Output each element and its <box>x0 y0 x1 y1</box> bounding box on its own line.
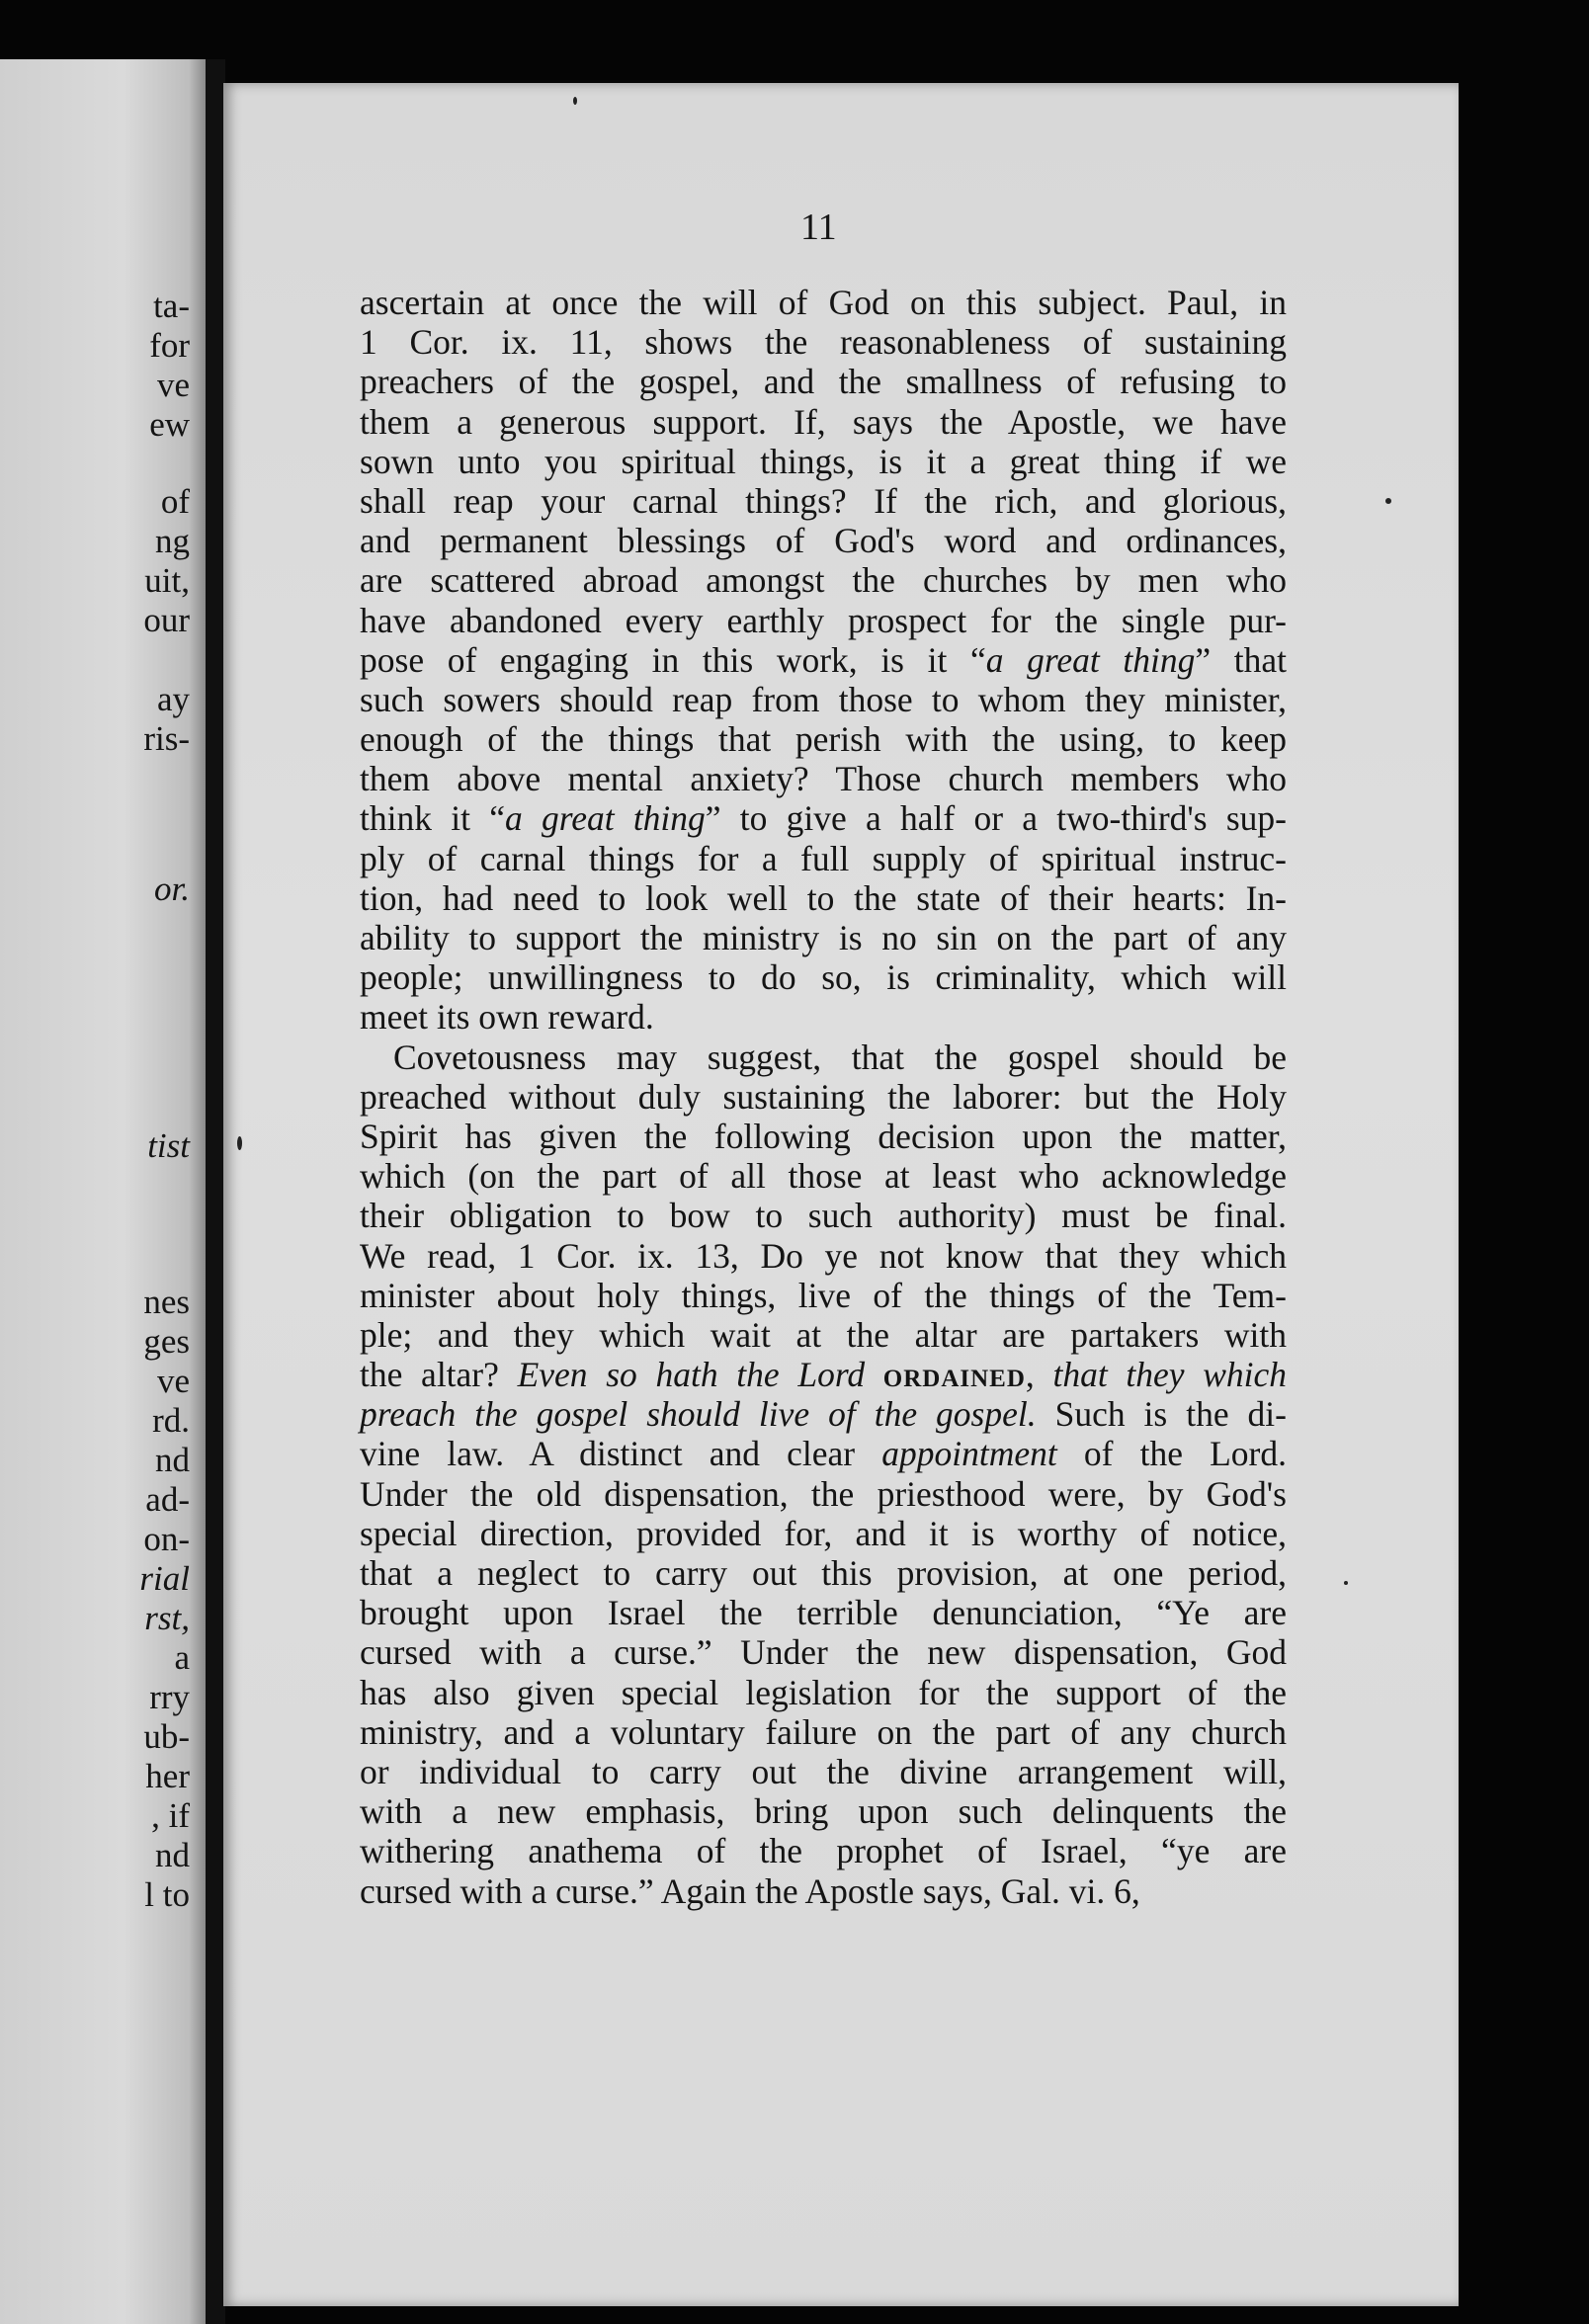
facing-page-line: nd <box>155 1836 190 1874</box>
text-line <box>360 1196 1287 1235</box>
text-run: brought upon Israel the terrible denunciation, “Ye are <box>360 1593 1287 1633</box>
text-line <box>360 759 1287 798</box>
facing-page-fragment <box>0 59 206 2324</box>
text-run: sown unto you spiritual things, is it a great thing if we <box>360 441 1287 481</box>
text-run: ple; and they which wait at the altar are partakers with <box>360 1314 1287 1355</box>
facing-page-line: ew <box>149 405 190 444</box>
italic-text: Even so hath the Lord <box>517 1355 883 1395</box>
facing-page-line: nes <box>143 1283 190 1321</box>
page-number: 11 <box>800 207 837 248</box>
facing-page-line: ve <box>156 366 190 404</box>
text-run: or individual to carry out the divine arrangement will, <box>360 1751 1287 1791</box>
text-run: meet its own reward. <box>360 997 654 1038</box>
scan-speck <box>573 97 577 105</box>
text-line <box>360 1117 1287 1156</box>
text-line <box>360 1236 1287 1276</box>
text-line <box>360 1077 1287 1117</box>
text-run: has also given special legislation for the support of the <box>360 1672 1287 1712</box>
text-run: such sowers should reap from those to whom they minister, <box>360 679 1287 719</box>
text-line <box>360 1276 1287 1315</box>
text-line <box>360 798 1287 838</box>
text-run: that a neglect to carry out this provision, at one period, <box>360 1553 1287 1593</box>
text-line <box>360 1871 1287 1911</box>
text-run: preachers of the gospel, and the smallness of refusing to <box>360 362 1287 402</box>
facing-page-line: rst, <box>144 1599 190 1637</box>
text-line <box>360 1156 1287 1196</box>
text-run: which (on the part of all those at least who acknowledge <box>360 1156 1287 1197</box>
text-run: Covetousness may suggest, that the gospel should be <box>393 1037 1287 1077</box>
text-run: of the Lord. <box>1056 1434 1288 1474</box>
text-line <box>360 839 1287 878</box>
facing-page-line: ay <box>156 680 190 718</box>
text-line <box>360 957 1287 997</box>
facing-page-line: ges <box>143 1322 190 1361</box>
text-line <box>360 680 1287 719</box>
text-line <box>360 1673 1287 1712</box>
facing-page-line: l to <box>144 1875 190 1914</box>
text-line <box>360 719 1287 759</box>
text-run: enough of the things that perish with the using, to keep <box>360 719 1287 760</box>
book-gutter <box>206 59 225 2324</box>
text-line <box>360 640 1287 680</box>
text-run: ability to support the ministry is no sin on the part of any <box>360 918 1287 957</box>
text-run: special direction, provided for, and it is worthy of notice, <box>360 1513 1287 1553</box>
text-run: ministry, and a voluntary failure on the part of any church <box>360 1711 1287 1752</box>
facing-page-line: a <box>174 1638 190 1677</box>
text-line <box>360 918 1287 957</box>
text-line <box>360 1474 1287 1514</box>
text-line <box>360 878 1287 918</box>
text-run: ascertain at once the will of God on this subject. Paul, in <box>360 283 1287 322</box>
scan-speck <box>237 1136 242 1150</box>
scan-speck <box>1385 498 1391 504</box>
text-run: Such is the di- <box>1036 1394 1287 1435</box>
text-line <box>360 521 1287 560</box>
facing-page-line: tist <box>147 1126 190 1165</box>
italic-text: that they which <box>1052 1355 1288 1395</box>
text-run: their obligation to bow to such authority) must be final. <box>360 1196 1287 1236</box>
text-line <box>360 1315 1287 1355</box>
facing-page-line: ng <box>155 522 190 560</box>
text-line <box>360 1355 1287 1394</box>
facing-page-line: ad- <box>145 1480 190 1519</box>
text-line <box>360 1752 1287 1791</box>
text-run: vine law. A distinct and clear <box>360 1434 882 1474</box>
text-line <box>360 1791 1287 1831</box>
text-line <box>360 481 1287 521</box>
text-line <box>360 1712 1287 1752</box>
text-run: people; unwillingness to do so, is criminality, which will <box>360 957 1287 998</box>
text-run: them above mental anxiety? Those church members who <box>360 759 1287 799</box>
text-line <box>360 1514 1287 1553</box>
facing-page-line: rd. <box>152 1401 190 1440</box>
facing-page-line: or. <box>154 870 190 908</box>
text-line <box>360 1593 1287 1632</box>
small-caps-text: ordained <box>882 1355 1026 1395</box>
text-run: ply of carnal things for a full supply of spiritual instruc- <box>360 838 1287 878</box>
text-line <box>360 560 1287 600</box>
text-line <box>360 362 1287 401</box>
text-run: Spirit has given the following decision upon the matter, <box>360 1116 1287 1156</box>
text-line <box>360 442 1287 481</box>
italic-text: a great thing <box>504 798 706 839</box>
text-line <box>360 1553 1287 1593</box>
scan-speck <box>1344 1581 1348 1585</box>
text-run: think it “ <box>360 798 505 839</box>
text-line <box>360 1434 1287 1473</box>
facing-page-line: rry <box>149 1678 190 1716</box>
text-run: with a new emphasis, bring upon such delinquents the <box>360 1791 1287 1832</box>
facing-page-line: our <box>143 601 190 639</box>
body-text <box>360 283 1287 1911</box>
text-run: cursed with a curse.” Under the new dispensation, God <box>360 1632 1287 1673</box>
text-run: 1 Cor. ix. 11, shows the reasonableness of sustaining <box>360 322 1287 363</box>
facing-page-line: ub- <box>143 1717 190 1756</box>
text-line <box>360 1632 1287 1672</box>
facing-page-line: ve <box>156 1362 190 1400</box>
text-run: withering anathema of the prophet of Israel, “ye are <box>360 1831 1287 1871</box>
text-run: , <box>1025 1355 1053 1395</box>
text-run: them a generous support. If, says the Apostle, we have <box>360 401 1287 442</box>
facing-page-line: uit, <box>144 561 190 600</box>
text-line <box>360 402 1287 442</box>
text-line <box>360 1038 1287 1077</box>
italic-text: a great thing <box>985 639 1196 680</box>
text-run: preached without duly sustaining the laborer: but the Holy <box>360 1076 1287 1117</box>
italic-text: preach the gospel should live of the gospel. <box>360 1394 1037 1435</box>
text-run: tion, had need to look well to the state of their hearts: In- <box>360 877 1287 918</box>
text-run: the altar? <box>360 1355 518 1395</box>
facing-page-line: ta- <box>153 287 190 325</box>
facing-page-line: on- <box>143 1520 190 1558</box>
text-line <box>360 1394 1287 1434</box>
text-run: ” to give a half or a two-third's sup- <box>705 798 1287 839</box>
facing-page-line: of <box>160 482 190 521</box>
facing-page-line: , if <box>151 1796 190 1835</box>
facing-page-line: rial <box>139 1559 190 1598</box>
text-run: are scattered abroad amongst the churches by men who <box>360 560 1287 601</box>
text-run: minister about holy things, live of the things of the Tem- <box>360 1275 1287 1315</box>
facing-page-line: ris- <box>143 719 190 758</box>
facing-page-line: for <box>149 326 190 365</box>
facing-page-line: nd <box>155 1441 190 1479</box>
facing-page-line: her <box>145 1757 190 1795</box>
text-line <box>360 997 1287 1037</box>
text-run: have abandoned every earthly prospect for the single pur- <box>360 600 1287 640</box>
text-line <box>360 601 1287 640</box>
text-run: pose of engaging in this work, is it “ <box>360 639 986 680</box>
text-line <box>360 1831 1287 1870</box>
text-run: ” that <box>1195 639 1287 680</box>
italic-text: appointment <box>881 1434 1057 1474</box>
text-run: Under the old dispensation, the priesthood were, by God's <box>360 1473 1287 1514</box>
text-run: We read, 1 Cor. ix. 13, Do ye not know that they which <box>360 1235 1287 1276</box>
text-line <box>360 283 1287 322</box>
text-run: cursed with a curse.” Again the Apostle says, Gal. vi. 6, <box>360 1870 1140 1911</box>
text-line <box>360 322 1287 362</box>
text-run: and permanent blessings of God's word and ordinances, <box>360 521 1287 561</box>
text-run: shall reap your carnal things? If the rich, and glorious, <box>360 480 1287 521</box>
